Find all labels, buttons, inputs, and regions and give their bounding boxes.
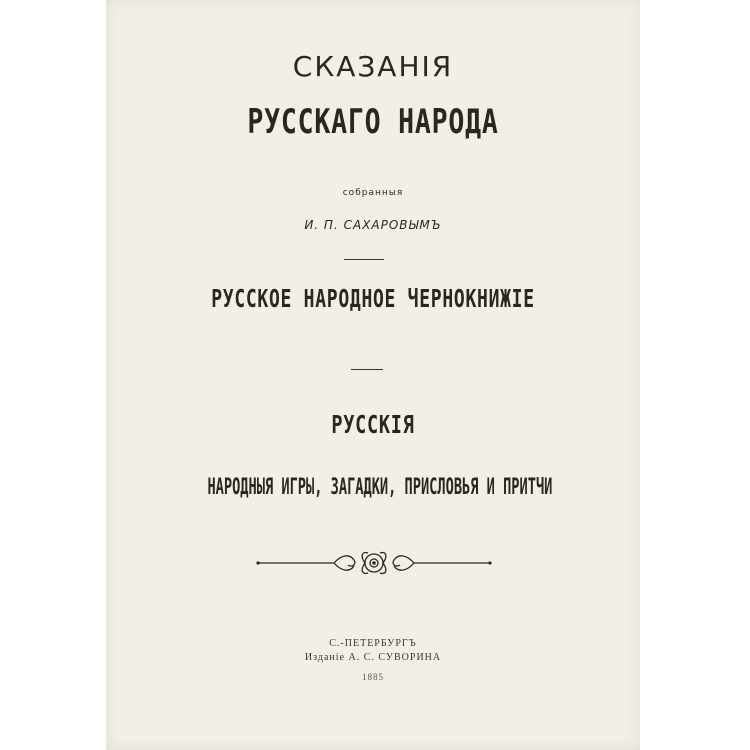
section-subtitle: НАРОДНЫЯ ИГРЫ, ЗАГАДКИ, ПРИСЛОВЬЯ И ПРИТЧИ (207, 475, 553, 500)
title-page (106, 0, 640, 750)
divider-rule-1 (344, 259, 384, 260)
imprint-year: 1885 (362, 672, 384, 682)
imprint-city: С.-ПЕТЕРБУРГЪ (329, 638, 417, 649)
book-subtitle: РУССКОЕ НАРОДНОЕ ЧЕРНОКНИЖІЕ (211, 284, 535, 313)
author-name: И. П. САХАРОВЫМЪ (304, 218, 442, 232)
collected-by-label: собранныя (342, 188, 404, 198)
section-title: РУССКІЯ (331, 410, 415, 439)
floral-rosette-ornament-icon (254, 546, 494, 580)
divider-rule-2 (351, 369, 383, 370)
imprint-publisher: Изданіе А. С. СУВОРИНА (304, 652, 442, 663)
title-line-2: РУССКАГО НАРОДА (247, 102, 499, 142)
title-line-1: СКАЗАНІЯ (292, 50, 454, 83)
